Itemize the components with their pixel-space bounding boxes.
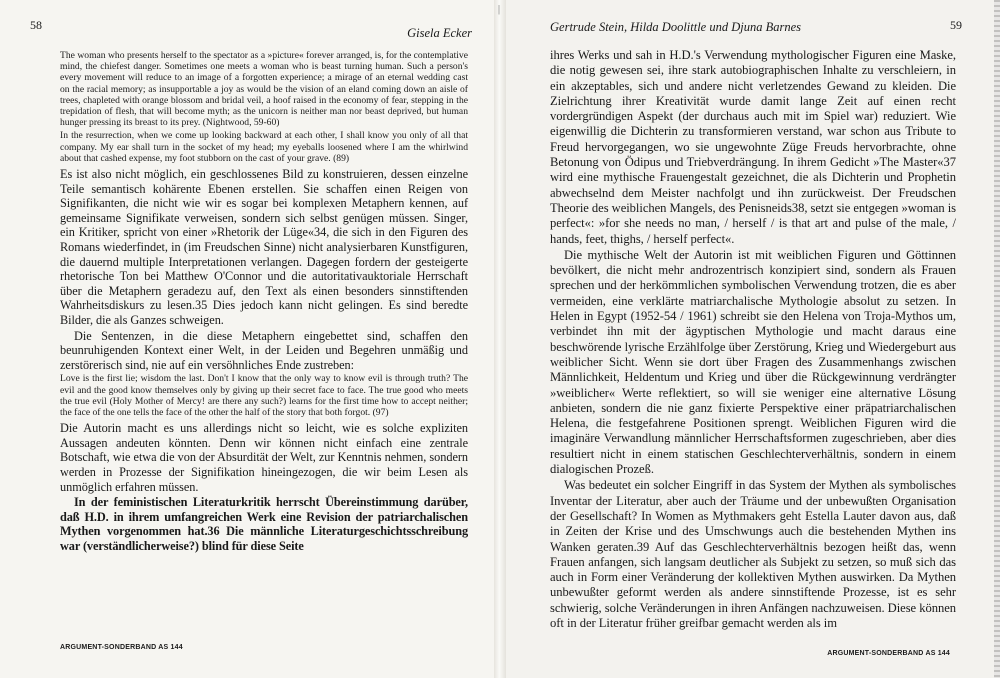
- paragraph: Die mythische Welt der Autorin ist mit weiblichen Figuren und Göttinnen bevölkert, die nicht mehr androzentrisch konzipiert sind, sondern als Frauen sprechen und der herkömmlichen symbolischen Verwendung trotzen, die es aber vermeiden, eine verklärte matriarchalische Mythologie absolut zu setzen. In Helen in Egypt (1952-54 / 1961) schreibt sie den Helena von Troja-Mythos um, verbindet ihn mit der ägyptischen Mythologie und macht daraus eine beschwörende lyrische Erzählfolge über Zerstörung, Krieg und Wiedergeburt aus weiblicher Sicht. Wenn sie dort über Fragen des Zusammenhangs zwischen Männlichkeit, Heldentum und Krieg und über die Rückgewinnung verdrängter »weiblicher« Werte reflektiert, so will sie weniger eine alternative Lösung anbieten, sondern die nie ganz fixierte Perspektive einer präpatriarchalischen Helena, die festgefahrene Positionen sprengt. Weiblichen Figuren wird die imaginäre Verwandlung männlicher Herrschaftsformen zugeschrieben, aber dies resultiert nicht in einem statischen Geschlechterverhältnis, sondern in einem dialogischen Prozeß.: [550, 247, 956, 477]
- block-quote: In the resurrection, when we come up looking backward at each other, I shall know you only of all that company. My ear shall turn in the socket of my head; my eyeballs loosened where I am the whirlwind about that cashed expense, my foot stubborn on the cast of your grave. (89): [60, 130, 468, 164]
- block-quote: The woman who presents herself to the spectator as a »picture« forever arranged, is, for the contemplative mind, the chiefest danger. Sometimes one meets a woman who is beast turning human. Such a person's every movement will reduce to an image of a forgotten experience; a mirage of an eternal wedding cast on the racial memory; as insupportable a joy as would be the vision of an eland coming down an aisle of trees, chapleted with orange blossom and bridal veil, a hoof raised in the economy of fear, stepping in the trepidation of flesh, that will become myth; as the unicorn is neither man nor beast deprived, but human hunger pressing its breast to its prey. (Nightwood, 59-60): [60, 50, 468, 129]
- page-footer: ARGUMENT-SONDERBAND AS 144: [60, 644, 183, 651]
- paragraph: Die Autorin macht es uns allerdings nicht so leicht, wie es solche expliziten Aussagen andeuten könnten. Denn wir können nicht einfach eine zentrale Botschaft, wie etwa die von der Absurdität der Welt, zur Kenntnis nehmen, sondern werden in Prozesse der Signifikation hineingezogen, die wir beim Lesen als unmöglich erfahren müssen.: [60, 421, 468, 494]
- page-edge: [994, 0, 1000, 678]
- right-page: [506, 0, 1000, 678]
- paragraph: Es ist also nicht möglich, ein geschlossenes Bild zu konstruieren, dessen einzelne Teile semantisch kohärente Ebenen erstellen. Sie schaffen einen Reigen von Signifikanten, die nicht wie wir es sogar bei komplexen Metaphern kennen, auf gemeinsame Signifikate verweisen, sondern sich selbst genügen müssen. Singer, ein Kritiker, spricht von einer »Rhetorik der Lüge«34, die sich in den Figuren des Romans wiederfindet, in (im Freudschen Sinne) nicht analysierbaren Kunstfiguren, die dauernd multiple Interpretationen verlangen. Dagegen fordern der gesteigerte rhetorische Ton bei Matthew O'Connor und die autoritativauktoriale Herrschaft über die Metaphern geradezu auf, den Text als einen besonders sinnstiftenden Wahrheitsdiskurs zu lesen.35 Dies jedoch kann nicht gelingen. Es sind beredte Bilder, die als Ganzes schweigen.: [60, 167, 468, 327]
- paragraph: ihres Werks und sah in H.D.'s Verwendung mythologischer Figuren eine Maske, die notig gewesen sei, ihre stark autobiographischen Inhalte zu verschleiern, in ein akzeptables, sich und andere nicht verletzendes Gewand zu kleiden. Die Zielrichtung ihrer Kreativität wurde damit lange Zeit auf einen recht vordergründigen Aspekt (der durchaus auch mit im Spiel war) reduziert. Wie eigenwillig die Dichterin zu transformieren verstand, war schon aus Tribute to Freud hervorgegangen, wo sie ungewohnte Züge Freuds hervorbrachte, ohne Betonung von Ödipus und Triebverdrängung. In ihrem Gedicht »The Master«37 wird eine mythische Frauengestalt gezeichnet, die als Dichterin und Prophetin abwechselnd dem Meister nachfolgt und ihn zurückweist. Der Freudschen Theorie des weiblichen Mangels, des Penisneids38, setzt sie entgegen »woman is perfect«: »for she needs no man, / herself / is that art and pulse of the male, / hands, feet, thighs, / herself perfect«.: [550, 48, 957, 246]
- left-page-body: [60, 50, 468, 554]
- book-gutter: [494, 0, 506, 678]
- running-head: Gertrude Stein, Hilda Doolittle und Djuna Barnes: [550, 20, 802, 34]
- gutter-mark: |: [498, 4, 501, 15]
- left-page: [0, 0, 494, 678]
- paragraph: Die Sentenzen, in die diese Metaphern eingebettet sind, schaffen den beunruhigenden Kontext einer Welt, in der Leiden und Begehren unmäßig und zerstörerisch sind, nie auf ein versöhnliches Ende zustreben:: [60, 328, 468, 372]
- right-page-body: [550, 48, 956, 631]
- page-footer: ARGUMENT-SONDERBAND AS 144: [827, 650, 950, 657]
- paragraph: In der feministischen Literaturkritik herrscht Übereinstimmung darüber, daß H.D. in ihrem umfangreichen Werk eine Revision der patriarchalischen Mythen vorgenommen hat.36 Die männliche Literaturgeschichtsschreibung war (verständlicherweise?) blind für diese Seite: [60, 495, 468, 553]
- page-number: 59: [950, 18, 962, 32]
- block-quote: Love is the first lie; wisdom the last. Don't I know that the only way to know evil is through truth? The evil and the good know themselves only by giving up their secret face to face. The true good who meets the true evil (Holy Mother of Mercy! are there any such?) learns for the first time how to accept neither; the face of the one tells the face of the other the half of the story that both forgot. (97): [60, 373, 468, 418]
- page-number: 58: [30, 18, 42, 32]
- running-head: Gisela Ecker: [407, 26, 472, 40]
- paragraph: Was bedeutet ein solcher Eingriff in das System der Mythen als symbolisches Inventar der Literatur, aber auch der Träume und der unbewußten Organisation der Gesellschaft? In Women as Mythmakers geht Estella Lauter davon aus, daß in Zeiten der Krise und des Umschwungs auch die bestehenden Mythen ins Wanken geraten.39 Auf das Geschlechterverhältnis bezogen heißt das, wenn Frauen anfangen, sich langsam deutlicher als Subjekt zu setzen, so muß sich das auch in Form einer Veränderung der kollektiven Mythen auswirken. Da Mythen unbewußter geformt werden als andere sinnstiftende Prozesse, ist es sehr schwierig, solche Veränderungen in ihren Anfängen nachzuweisen. Diese können oft in der Literatur früher greifbar gemacht werden als im: [550, 478, 956, 630]
